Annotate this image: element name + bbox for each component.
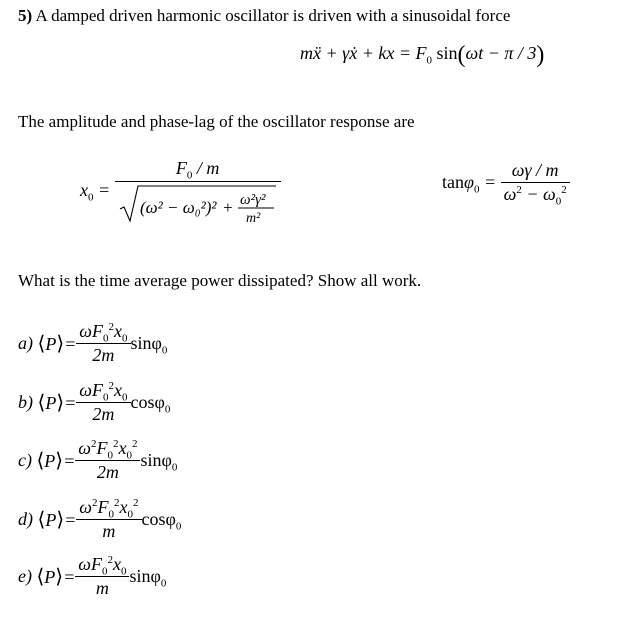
choice-b[interactable]: b) ⟨P⟩= $\frac{\omega F_0^2x_0}{2m}$ cosφ$_0$ [18, 380, 171, 424]
problem-number: 5) [18, 6, 33, 25]
svg-text:(ω² − ω₀²)²: (ω² − ω₀²)² [139, 198, 217, 217]
choice-label: a) [18, 333, 33, 353]
amplitude-formula: $x_0$ = $F_0$ / m (ω² − ω₀²)² + ω²γ² m² [80, 158, 281, 223]
svg-text:+: + [221, 198, 234, 217]
choice-label: e) [18, 566, 32, 586]
phase-formula: tanφ$_0$ = $\frac{\omega\gamma / m}{\omega^2 - \omega_0^2}$ [442, 160, 570, 205]
choice-label: c) [18, 450, 32, 470]
svg-text:ω²γ²: ω²γ² [239, 192, 266, 208]
question-text: What is the time average power dissipated? Show all work. [18, 271, 422, 290]
svg-text:m²: m² [245, 211, 260, 223]
choice-label: b) [18, 392, 33, 412]
amplitude-text: The amplitude and phase-lag of the oscillator response are [18, 112, 415, 131]
choice-c[interactable]: c) ⟨P⟩= $\frac{\omega^2F_0^2x_0^2}{2m}$ sinφ$_0$ [18, 438, 178, 482]
problem-intro: A damped driven harmonic oscillator is driven with a sinusoidal force [35, 6, 511, 25]
sqrt-sign [118, 183, 278, 223]
choice-a[interactable]: a) ⟨P⟩= $\frac{\omega F_0^2x_0}{2m}$ sinφ$_0$ [18, 321, 168, 365]
equation-of-motion: mẍ + γẋ + kx = $F_0$ sin(ωt − π / 3) [300, 42, 545, 68]
choice-e[interactable]: e) ⟨P⟩= $\frac{\omega F_0^2x_0}{m}$ sinφ$_0$ [18, 554, 167, 598]
problem-statement [18, 6, 510, 26]
choice-label: d) [18, 509, 33, 529]
choice-d[interactable]: d) ⟨P⟩= $\frac{\omega^2F_0^2x_0^2}{m}$ cosφ$_0$ [18, 497, 182, 541]
